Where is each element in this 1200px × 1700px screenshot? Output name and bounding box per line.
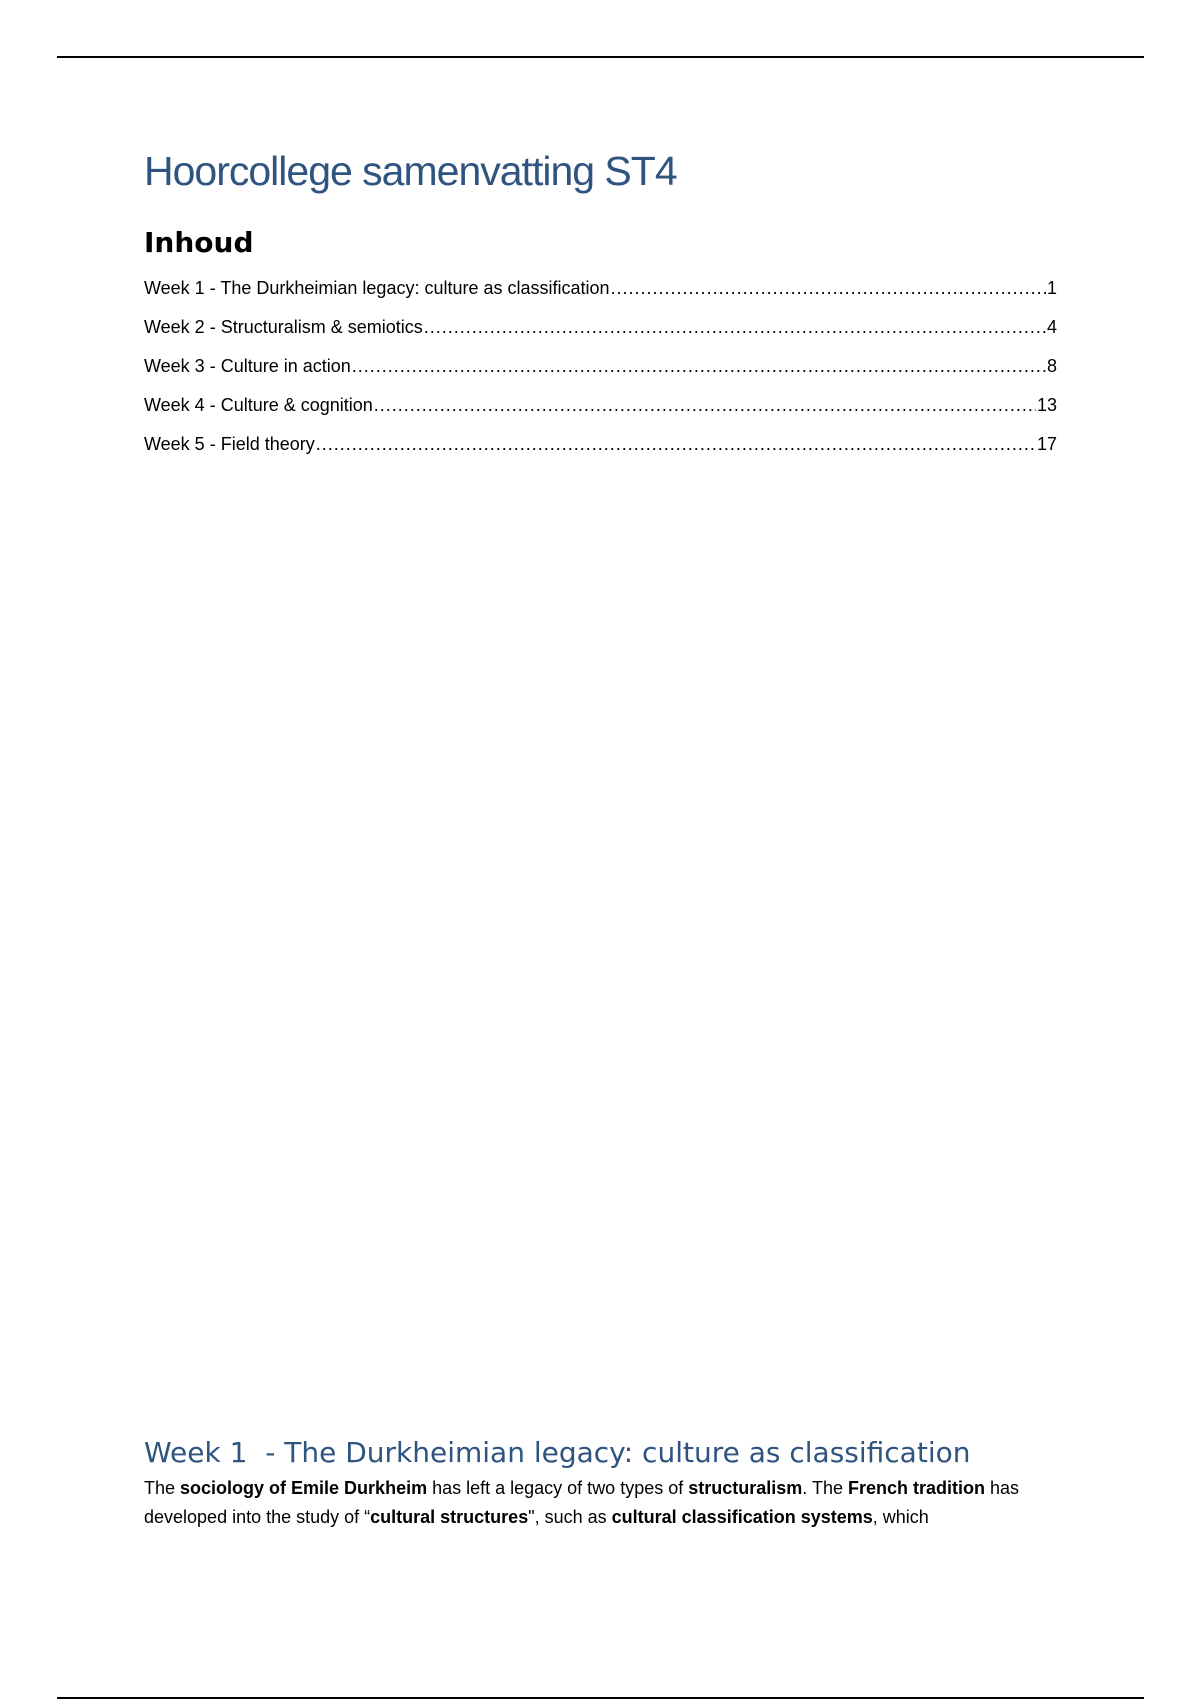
footer-rule: [57, 1697, 1144, 1699]
toc-dot-leader: [374, 395, 1036, 416]
toc-dot-leader: [352, 356, 1046, 377]
document-title: Hoorcollege samenvatting ST4: [144, 148, 677, 194]
toc-page-number: 17: [1036, 434, 1057, 454]
toc-entry-week-2[interactable]: [144, 317, 1057, 356]
text-run: ", such as: [528, 1507, 612, 1527]
toc-page-number: 13: [1036, 395, 1057, 415]
toc-entry-label: Week 1 - The Durkheimian legacy: culture as classification: [144, 278, 610, 298]
table-of-contents: [144, 278, 1057, 473]
toc-entry-label: Week 3 - Culture in action: [144, 356, 351, 376]
bold-term: sociology of Emile Durkheim: [180, 1478, 428, 1498]
toc-entry-week-4[interactable]: [144, 395, 1057, 434]
text-run: has developed into the study of “: [144, 1478, 1020, 1527]
toc-page-number: 4: [1046, 317, 1057, 337]
section-heading-week-1: Week 1 - The Durkheimian legacy: culture as classification: [144, 1436, 971, 1469]
toc-entry-week-1[interactable]: [144, 278, 1057, 317]
bold-term: cultural structures: [370, 1507, 529, 1527]
bold-term: structuralism: [688, 1478, 803, 1498]
text-run: has left a legacy of two types of: [427, 1478, 689, 1498]
toc-entry-week-3[interactable]: [144, 356, 1057, 395]
toc-entry-label: Week 5 - Field theory: [144, 434, 315, 454]
toc-entry-label: Week 4 - Culture & cognition: [144, 395, 373, 415]
text-run: . The: [802, 1478, 848, 1498]
toc-heading: Inhoud: [144, 226, 254, 259]
toc-dot-leader: [424, 317, 1046, 338]
toc-dot-leader: [316, 434, 1036, 455]
header-rule: [57, 56, 1144, 58]
toc-entry-week-5[interactable]: [144, 434, 1057, 473]
toc-entry-label: Week 2 - Structuralism & semiotics: [144, 317, 423, 337]
body-paragraph: [144, 1474, 1064, 1532]
text-run: The: [144, 1478, 181, 1498]
toc-page-number: 8: [1046, 356, 1057, 376]
text-run: , which: [872, 1507, 929, 1527]
bold-term: cultural classification systems: [611, 1507, 873, 1527]
toc-dot-leader: [611, 278, 1046, 299]
bold-term: French tradition: [847, 1478, 985, 1498]
toc-page-number: 1: [1046, 278, 1057, 298]
